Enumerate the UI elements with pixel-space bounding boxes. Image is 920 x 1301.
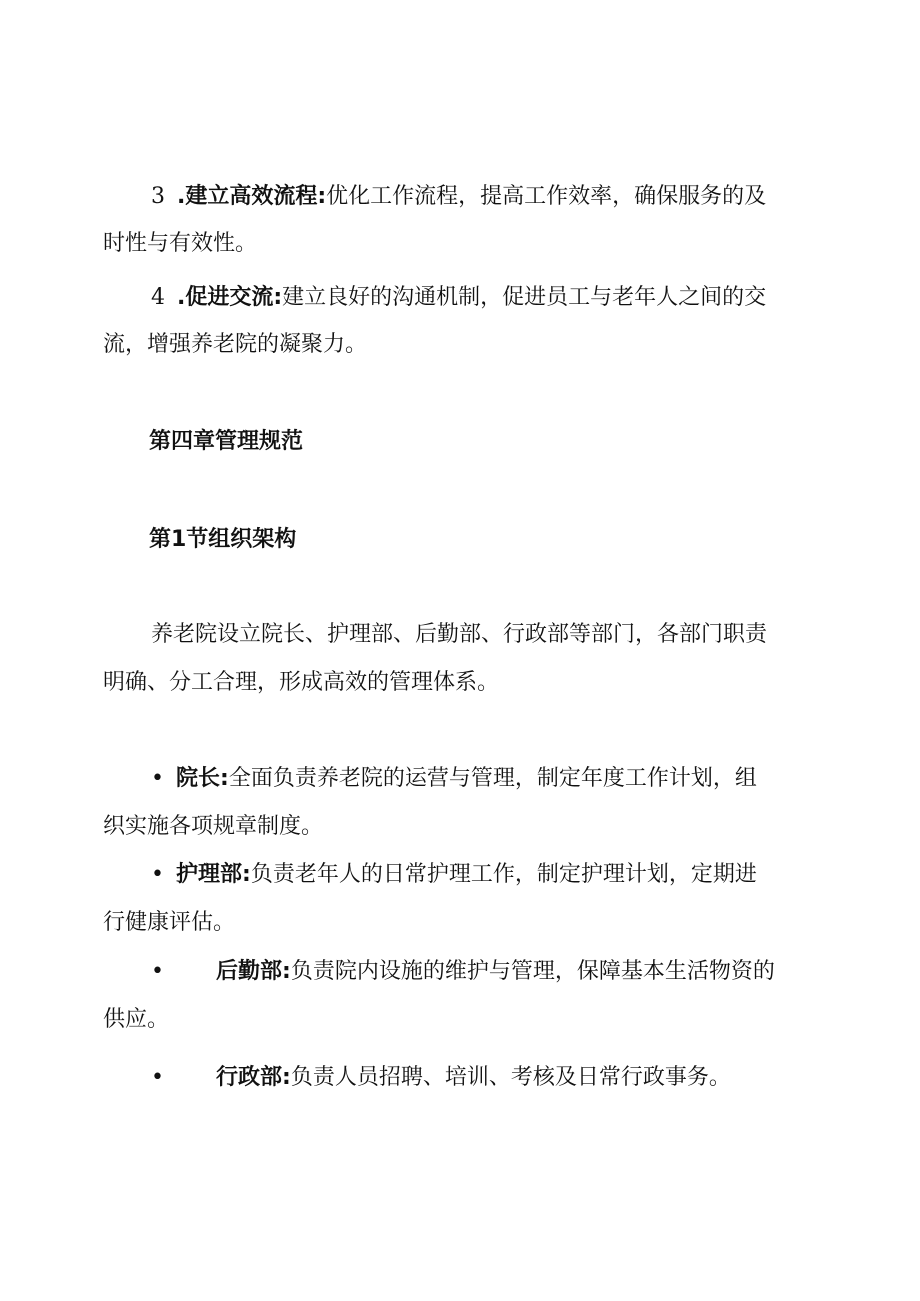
- bullet-item-logistics-line-2: 供应。: [103, 1007, 170, 1032]
- bullet-colon: :: [220, 766, 229, 791]
- bullet-colon: :: [242, 862, 251, 887]
- bullet-title: 院长: [175, 766, 220, 791]
- bullet-text: 负责院内设施的维护与管理，保障基本生活物资的: [290, 959, 775, 984]
- bullet-item-director-line-1: [151, 764, 757, 794]
- bullet-title: 护理部: [175, 862, 242, 887]
- bullet-icon: •: [151, 862, 164, 887]
- section-title: 第1节组织架构: [149, 527, 297, 552]
- bullet-item-logistics-line-1: [151, 957, 775, 987]
- bullet-item-nursing-line-1: [151, 860, 757, 890]
- bullet-icon: •: [151, 766, 164, 791]
- bullet-colon: :: [282, 959, 291, 984]
- item-number: 4: [151, 285, 165, 310]
- bullet-text: 负责人员招聘、培训、考核及日常行政事务。: [290, 1065, 731, 1090]
- item-title: .促进交流: [177, 285, 274, 310]
- bullet-title: 行政部: [215, 1065, 282, 1090]
- chapter-title: 第四章管理规范: [149, 429, 304, 454]
- bullet-item-director-line-2: 织实施各项规章制度。: [103, 814, 324, 839]
- numbered-item-3-line-1: [151, 182, 766, 212]
- bullet-text: 负责老年人的日常护理工作，制定护理计划，定期进: [250, 862, 757, 887]
- bullet-text: 全面负责养老院的运营与管理，制定年度工作计划，组: [228, 766, 757, 791]
- item-colon: :: [273, 285, 283, 310]
- bullet-icon: •: [151, 959, 164, 984]
- item-text: 建立良好的沟通机制，促进员工与老年人之间的交: [282, 285, 767, 310]
- numbered-item-4-line-1: [151, 283, 766, 313]
- numbered-item-4-line-2: 流，增强养老院的凝聚力。: [103, 332, 368, 357]
- item-title: .建立高效流程: [177, 184, 318, 209]
- item-colon: :: [317, 184, 327, 209]
- bullet-title: 后勤部: [215, 959, 282, 984]
- item-text: 优化工作流程，提高工作效率，确保服务的及: [326, 184, 767, 209]
- bullet-item-nursing-line-2: 行健康评估。: [103, 910, 236, 935]
- bullet-icon: •: [151, 1065, 164, 1090]
- item-number: 3: [151, 184, 165, 209]
- numbered-item-3-line-2: 时性与有效性。: [103, 231, 258, 256]
- bullet-item-admin-line-1: [151, 1063, 731, 1093]
- intro-line-1: 养老院设立院长、护理部、后勤部、行政部等部门，各部门职责: [151, 622, 768, 647]
- intro-line-2: 明确、分工合理，形成高效的管理体系。: [103, 670, 500, 695]
- bullet-colon: :: [282, 1065, 291, 1090]
